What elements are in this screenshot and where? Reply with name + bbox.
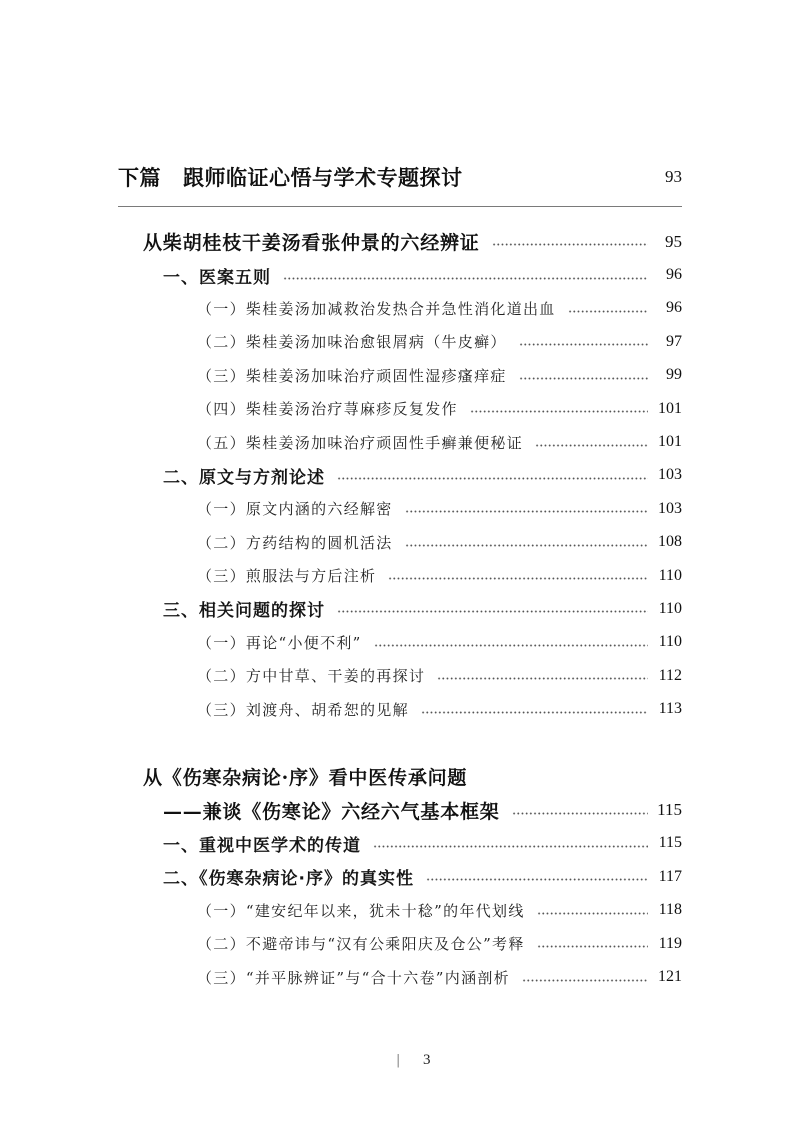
part-header — [118, 160, 682, 194]
toc-entry-item — [0, 692, 682, 725]
item-title: （二）方药结构的圆机活法 — [197, 533, 393, 552]
chapter-page: 115 — [658, 834, 682, 852]
toc-entry-item — [0, 526, 682, 559]
item-title: （三）“并平脉辨证”与“合十六卷”内涵剖析 — [197, 968, 510, 987]
header-divider — [118, 206, 682, 207]
dot-leader — [537, 945, 648, 948]
item-page: 112 — [658, 666, 682, 684]
item-page: 119 — [658, 934, 682, 952]
chapter-page: 110 — [658, 599, 682, 617]
toc-entry-item — [0, 894, 682, 927]
item-page: 96 — [666, 299, 682, 317]
toc-entry-chapter — [0, 860, 682, 893]
toc-entry-item — [0, 392, 682, 425]
chapter-title: 三、相关问题的探讨 — [163, 601, 325, 622]
item-title: （五）柴桂姜汤加味治疗顽固性手癣兼便秘证 — [197, 433, 524, 452]
toc-entry-item — [0, 359, 682, 392]
dot-leader — [283, 277, 648, 280]
toc-section-1 — [0, 225, 682, 726]
item-page: 101 — [658, 433, 682, 451]
item-page: 101 — [658, 399, 682, 417]
item-page: 121 — [658, 968, 682, 986]
chapter-page: 96 — [666, 266, 682, 284]
item-title: （一）原文内涵的六经解密 — [197, 500, 393, 519]
section-title: 从柴胡桂枝干姜汤看张仲景的六经辨证 — [143, 232, 480, 255]
item-page: 99 — [666, 366, 682, 384]
toc-entry-item — [0, 626, 682, 659]
dot-leader — [519, 377, 648, 380]
toc-section-2 — [0, 760, 682, 994]
toc-entry-section — [0, 225, 682, 258]
dot-leader — [374, 644, 648, 647]
toc-entry-item — [0, 960, 682, 993]
toc-entry-item — [0, 292, 682, 325]
item-page: 118 — [658, 901, 682, 919]
item-page: 108 — [658, 533, 682, 551]
dot-leader — [492, 243, 648, 246]
item-title: （二）柴桂姜汤加味治愈银屑病（牛皮癣） — [197, 333, 507, 352]
dot-leader — [470, 410, 648, 413]
toc-entry-section-subtitle — [0, 793, 682, 826]
item-title: （二）方中甘草、干姜的再探讨 — [197, 667, 426, 686]
dot-leader — [437, 677, 648, 680]
item-title: （一）再论“小便不利” — [197, 633, 362, 652]
dot-leader — [568, 310, 648, 313]
part-label: 下篇 — [118, 166, 161, 190]
item-title: （一）“建安纪年以来，犹未十稔”的年代划线 — [197, 901, 525, 920]
item-title: （三）刘渡舟、胡希恕的见解 — [197, 700, 409, 719]
item-title: （三）煎服法与方后注析 — [197, 567, 377, 586]
item-page: 103 — [658, 499, 682, 517]
dot-leader — [373, 845, 648, 848]
item-title: （三）柴桂姜汤加味治疗顽固性湿疹瘙痒症 — [197, 366, 507, 385]
part-title: 跟师临证心悟与学术专题探讨 — [183, 166, 463, 190]
dot-leader — [519, 343, 648, 346]
dot-leader — [535, 444, 648, 447]
toc-entry-chapter — [0, 827, 682, 860]
chapter-page: 103 — [658, 466, 682, 484]
toc-entry-item — [0, 659, 682, 692]
section-page: 95 — [665, 231, 682, 251]
item-title: （二）不避帝讳与“汉有公乘阳庆及仓公”考释 — [197, 935, 525, 954]
chapter-title: 二、原文与方剂论述 — [163, 467, 325, 488]
dot-leader — [405, 544, 648, 547]
toc-entry-item — [0, 325, 682, 358]
toc-entry-chapter — [0, 258, 682, 291]
dot-leader — [388, 577, 648, 580]
section-title: 从《伤寒杂病论·序》看中医传承问题 — [143, 767, 468, 790]
toc-entry-item — [0, 559, 682, 592]
chapter-title: 二、《伤寒杂病论·序》的真实性 — [163, 869, 414, 890]
dot-leader — [337, 477, 648, 480]
dot-leader — [337, 610, 648, 613]
dot-leader — [405, 510, 648, 513]
item-page: 110 — [658, 633, 682, 651]
item-page: 97 — [666, 332, 682, 350]
toc-entry-item — [0, 492, 682, 525]
dot-leader — [426, 878, 648, 881]
part-page-number: 93 — [665, 167, 682, 186]
dot-leader — [522, 979, 648, 982]
chapter-title: 一、重视中医学术的传道 — [163, 835, 361, 856]
dot-leader — [512, 812, 648, 815]
item-page: 113 — [658, 700, 682, 718]
section-subtitle: ——兼谈《伤寒论》六经六气基本框架 — [163, 800, 500, 823]
footer-page-number: 3 — [423, 1052, 431, 1068]
toc-entry-section — [0, 760, 682, 793]
chapter-page: 117 — [658, 867, 682, 885]
toc-entry-item — [0, 927, 682, 960]
item-title: （一）柴桂姜汤加减救治发热合并急性消化道出血 — [197, 299, 556, 318]
section-page: 115 — [657, 800, 682, 820]
item-title: （四）柴桂姜汤治疗荨麻疹反复发作 — [197, 400, 458, 419]
chapter-title: 一、医案五则 — [163, 267, 271, 288]
dot-leader — [421, 711, 648, 714]
item-page: 110 — [658, 566, 682, 584]
toc-entry-chapter — [0, 459, 682, 492]
footer-separator: | — [396, 1053, 401, 1068]
toc-entry-item — [0, 425, 682, 458]
toc-entry-chapter — [0, 592, 682, 625]
dot-leader — [537, 912, 648, 915]
